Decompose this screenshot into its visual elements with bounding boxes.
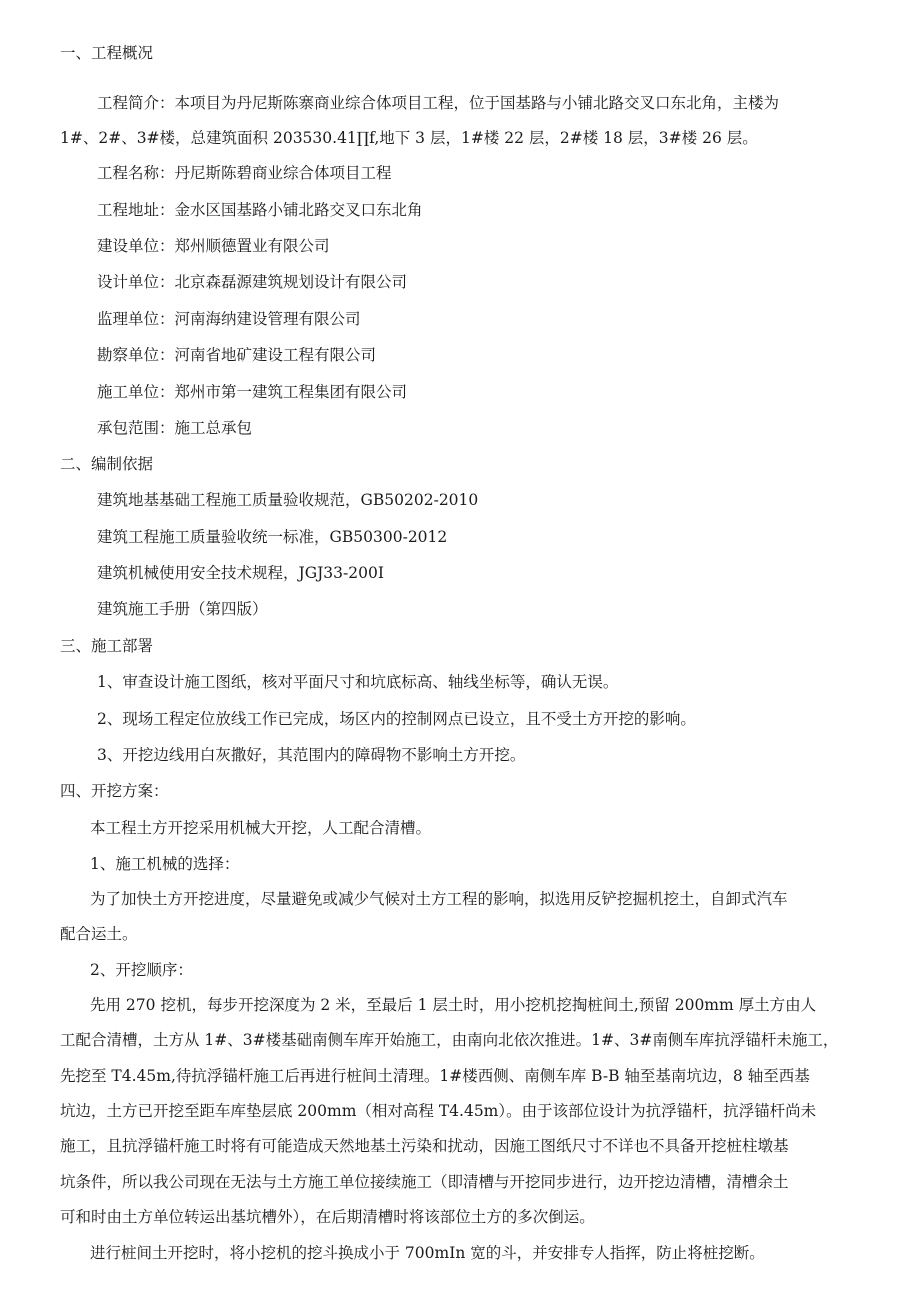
field-owner: 建设单位：郑州顺德置业有限公司 bbox=[97, 237, 330, 255]
sequence-text-line-3: 先挖至 T4.45m,待抗浮锚杆施工后再进行桩间土清理。1#楼西侧、南侧车库 B-B 轴至基南坑边，8 轴至西基 bbox=[60, 1067, 810, 1085]
field-project-name: 工程名称：丹尼斯陈碧商业综合体项目工程 bbox=[97, 164, 392, 182]
deployment-item-1: 1、审查设计施工图纸，核对平面尺寸和坑底标高、轴线坐标等，确认无误。 bbox=[97, 673, 619, 691]
machinery-text-line-2: 配合运土。 bbox=[60, 925, 138, 943]
section-heading-basis: 二、编制依据 bbox=[60, 455, 154, 473]
last-paragraph: 进行桩间土开挖时，将小挖机的挖斗换成小于 700mIn 宽的斗，并安排专人指挥，防止将桩挖断。 bbox=[90, 1244, 765, 1262]
sequence-text-line-7: 可和时由土方单位转运出基坑槽外），在后期清槽时将该部位土方的多次倒运。 bbox=[60, 1208, 595, 1226]
sequence-subtitle: 2、开挖顺序： bbox=[90, 961, 193, 979]
deployment-item-2: 2、现场工程定位放线工作已完成，场区内的控制网点已设立，且不受土方开挖的影响。 bbox=[97, 710, 696, 728]
sequence-text-line-6: 坑条件，所以我公司现在无法与土方施工单位接续施工（即清槽与开挖同步进行，边开挖边清槽，清槽余土 bbox=[60, 1173, 789, 1191]
field-supervisor: 监理单位：河南海纳建设管理有限公司 bbox=[97, 310, 361, 328]
section-heading-deployment: 三、施工部署 bbox=[60, 637, 154, 655]
field-scope: 承包范围：施工总承包 bbox=[97, 419, 253, 437]
sequence-text-line-4: 坑边，土方已开挖至距车库垫层底 200mm（相对高程 T4.45m）。由于该部位设计为抗浮锚杆，抗浮锚杆尚未 bbox=[60, 1102, 817, 1120]
intro-text-line-1: 工程简介：本项目为丹尼斯陈寨商业综合体项目工程，位于国基路与小铺北路交叉口东北角，主楼为 bbox=[97, 94, 780, 112]
field-designer: 设计单位：北京森磊源建筑规划设计有限公司 bbox=[97, 273, 408, 291]
machinery-subtitle: 1、施工机械的选择： bbox=[90, 855, 240, 873]
section-heading-excavation: 四、开挖方案： bbox=[60, 782, 169, 800]
deployment-item-3: 3、开挖边线用白灰撒好，其范围内的障碍物不影响土方开挖。 bbox=[97, 746, 526, 764]
sequence-text-line-5: 施工，且抗浮锚杆施工时将有可能造成天然地基土污染和扰动，因施工图纸尺寸不详也不具备开挖桩柱墩基 bbox=[60, 1137, 789, 1155]
field-project-address: 工程地址：金水区国基路小铺北路交叉口东北角 bbox=[97, 201, 423, 219]
intro-text-line-2: 1#、2#、3#楼，总建筑面积 203530.41∏f,地下 3 层，1#楼 22 层，2#楼 18 层，3#楼 26 层。 bbox=[60, 129, 758, 147]
section-heading-overview: 一、工程概况 bbox=[60, 44, 154, 62]
basis-item-2: 建筑工程施工质量验收统一标准，GB50300-2012 bbox=[97, 528, 448, 546]
sequence-text-line-1: 先用 270 挖机，每步开挖深度为 2 米，至最后 1 层土时，用小挖机挖掏桩间土,预留 200mm 厚土方由人 bbox=[90, 996, 817, 1014]
field-surveyor: 勘察单位：河南省地矿建设工程有限公司 bbox=[97, 346, 377, 364]
basis-item-1: 建筑地基基础工程施工质量验收规范，GB50202-2010 bbox=[97, 491, 479, 509]
excavation-intro: 本工程土方开挖采用机械大开挖，人工配合清槽。 bbox=[90, 819, 432, 837]
sequence-text-line-2: 工配合清槽，土方从 1#、3#楼基础南侧车库开始施工，由南向北依次推进。1#、3#南侧车库抗浮锚杆未施工， bbox=[60, 1031, 839, 1049]
basis-item-4: 建筑施工手册（第四版） bbox=[97, 600, 268, 618]
field-contractor: 施工单位：郑州市第一建筑工程集团有限公司 bbox=[97, 383, 408, 401]
machinery-text-line-1: 为了加快土方开挖进度，尽量避免或减少气候对土方工程的影响，拟选用反铲挖掘机挖土，自卸式汽车 bbox=[90, 890, 788, 908]
basis-item-3: 建筑机械使用安全技术规程，JGJ33-200I bbox=[97, 564, 384, 582]
